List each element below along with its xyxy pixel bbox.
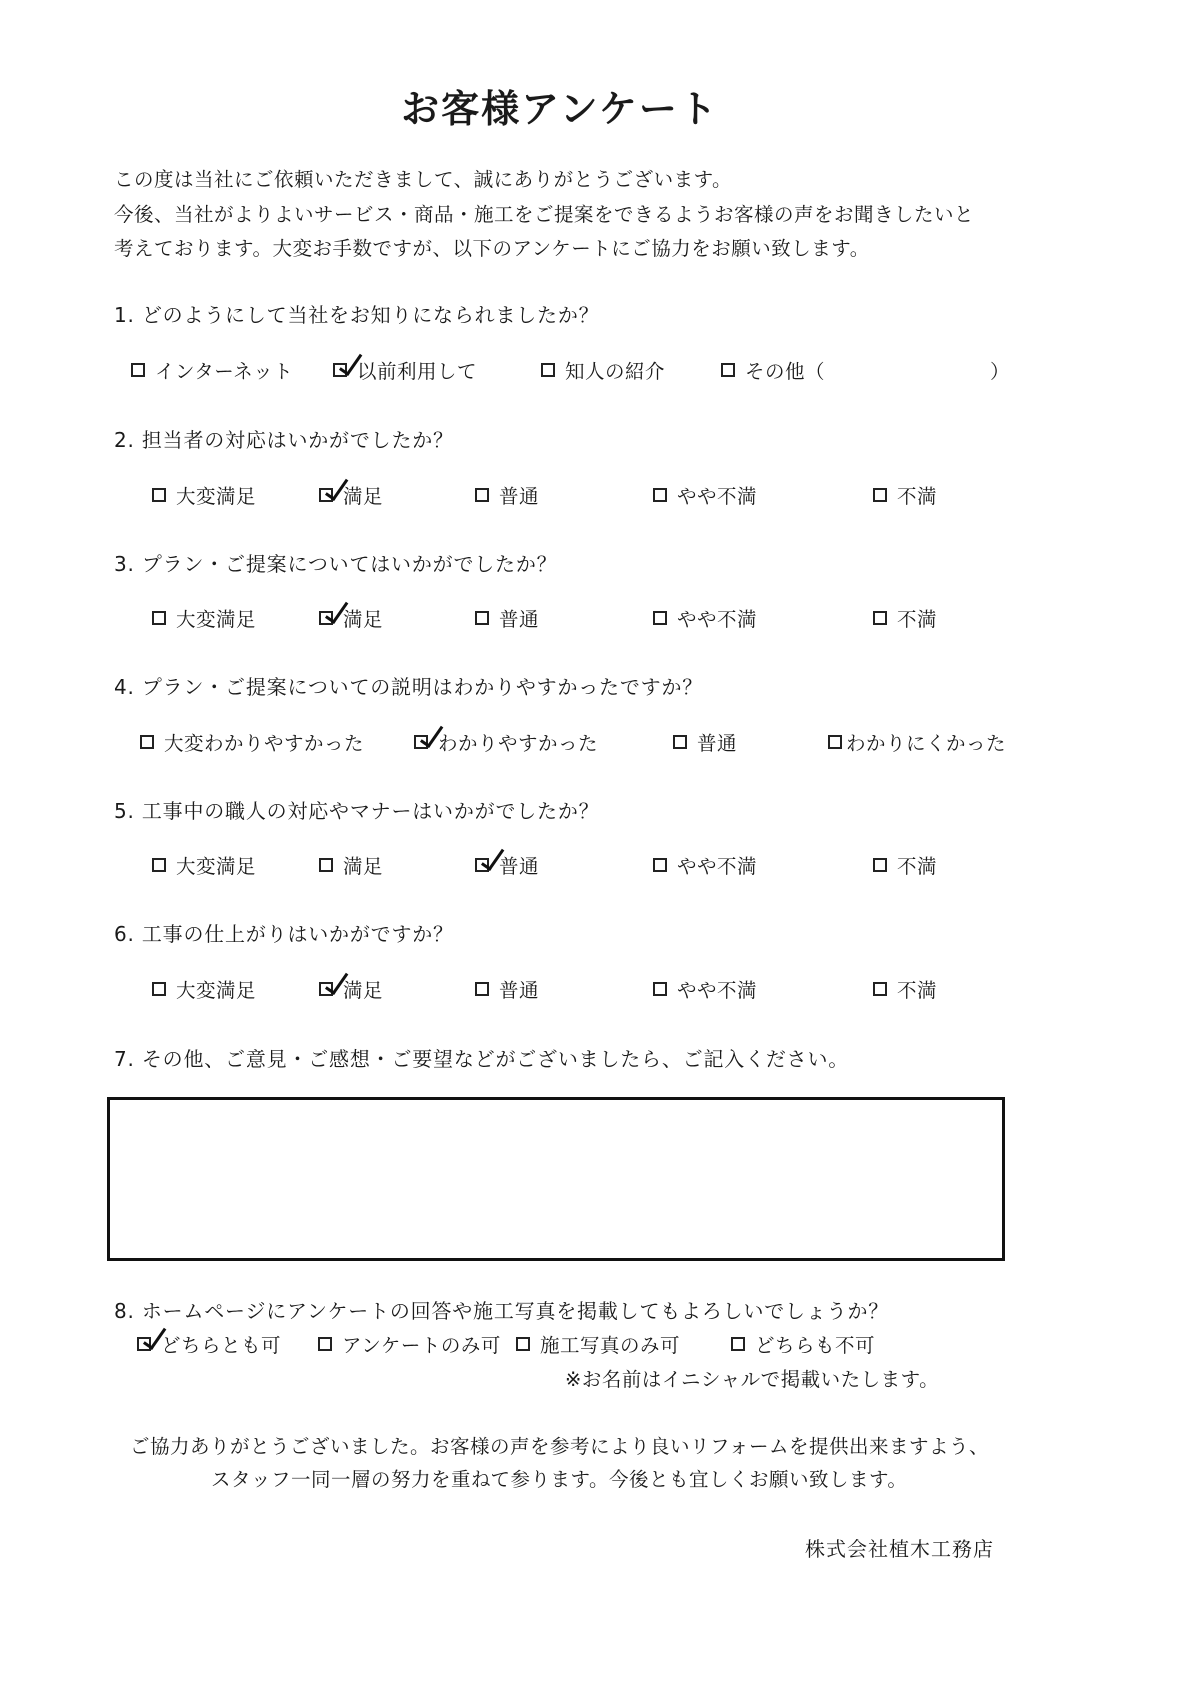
checkbox-icon[interactable] xyxy=(653,858,667,872)
option-label: 満足 xyxy=(343,855,384,878)
option-neutral[interactable] xyxy=(475,851,539,879)
question-8: 8. ホームページにアンケートの回答や施工写真を掲載してもよろしいでしょうか？ xyxy=(114,1299,890,1323)
checkbox-icon[interactable] xyxy=(333,363,347,377)
intro-line: 今後、当社がよりよいサービス・商品・施工をご提案をできるようお客様の声をお聞きしたいと xyxy=(114,203,975,226)
option-neutral[interactable] xyxy=(673,728,737,756)
option-label: その他（ xyxy=(745,360,826,383)
option-unclear[interactable] xyxy=(828,728,1006,756)
option-label: 以前利用して xyxy=(357,360,478,383)
checkbox-icon[interactable] xyxy=(319,982,333,996)
option-label: 普通 xyxy=(499,485,540,508)
option-internet[interactable] xyxy=(131,356,293,384)
checkbox-icon[interactable] xyxy=(873,858,887,872)
option-label: 不満 xyxy=(897,485,938,508)
option-label: 満足 xyxy=(343,979,384,1002)
option-photos-only[interactable] xyxy=(516,1330,680,1358)
company-name: 株式会社植木工務店 xyxy=(805,1537,994,1561)
option-somewhat-dissatisfied[interactable] xyxy=(653,975,757,1003)
checkbox-icon[interactable] xyxy=(653,611,667,625)
option-neutral[interactable] xyxy=(475,604,539,632)
option-dissatisfied[interactable] xyxy=(873,975,937,1003)
question-2: 2. 担当者の対応はいかがでしたか？ xyxy=(114,428,454,452)
option-label: 不満 xyxy=(897,608,938,631)
option-very-satisfied[interactable] xyxy=(152,481,256,509)
option-very-clear[interactable] xyxy=(140,728,364,756)
checkbox-icon[interactable] xyxy=(152,611,166,625)
option-somewhat-dissatisfied[interactable] xyxy=(653,481,757,509)
option-other[interactable] xyxy=(721,356,825,384)
option-satisfied[interactable] xyxy=(319,851,383,879)
option-neutral[interactable] xyxy=(475,975,539,1003)
name-initial-note: ※お名前はイニシャルで掲載いたします。 xyxy=(565,1368,940,1391)
option-label: 大変満足 xyxy=(176,855,257,878)
option-label: アンケートのみ可 xyxy=(342,1334,501,1357)
checkbox-icon[interactable] xyxy=(653,982,667,996)
checkbox-icon[interactable] xyxy=(475,611,489,625)
option-both-ok[interactable] xyxy=(137,1330,281,1358)
checkbox-icon[interactable] xyxy=(721,363,735,377)
question-1: 1. どのようにして当社をお知りになられましたか？ xyxy=(114,303,600,327)
checkbox-icon[interactable] xyxy=(828,735,842,749)
option-label: どちらも不可 xyxy=(755,1334,876,1357)
option-neutral[interactable] xyxy=(475,481,539,509)
intro-line: 考えております。大変お手数ですが、以下のアンケートにご協力をお願い致します。 xyxy=(114,237,870,260)
option-satisfied[interactable] xyxy=(319,604,383,632)
option-dissatisfied[interactable] xyxy=(873,481,937,509)
option-label: やや不満 xyxy=(677,979,758,1002)
question-7: 7. その他、ご意見・ご感想・ご要望などがございましたら、ご記入ください。 xyxy=(114,1047,850,1071)
option-label: 知人の紹介 xyxy=(565,360,666,383)
option-somewhat-dissatisfied[interactable] xyxy=(653,604,757,632)
question-6: 6. 工事の仕上がりはいかがですか？ xyxy=(114,922,454,946)
checkbox-icon[interactable] xyxy=(653,488,667,502)
checkbox-icon[interactable] xyxy=(873,488,887,502)
checkbox-icon[interactable] xyxy=(475,488,489,502)
option-label: やや不満 xyxy=(677,855,758,878)
checkbox-icon[interactable] xyxy=(140,735,154,749)
option-somewhat-dissatisfied[interactable] xyxy=(653,851,757,879)
checkbox-icon[interactable] xyxy=(152,488,166,502)
option-label: 不満 xyxy=(897,855,938,878)
option-previous-use[interactable] xyxy=(333,356,477,384)
option-dissatisfied[interactable] xyxy=(873,604,937,632)
option-label: 大変満足 xyxy=(176,485,257,508)
option-satisfied[interactable] xyxy=(319,975,383,1003)
page-title: お客様アンケート xyxy=(401,87,719,131)
checkbox-icon[interactable] xyxy=(541,363,555,377)
option-label: 普通 xyxy=(499,979,540,1002)
checkbox-icon[interactable] xyxy=(414,735,428,749)
checkbox-icon[interactable] xyxy=(152,982,166,996)
option-label: どちらとも可 xyxy=(161,1334,282,1357)
option-label: インターネット xyxy=(155,360,294,383)
question-3: 3. プラン・ご提案についてはいかがでしたか？ xyxy=(114,552,558,576)
option-label: 不満 xyxy=(897,979,938,1002)
option-very-satisfied[interactable] xyxy=(152,604,256,632)
checkbox-icon[interactable] xyxy=(319,858,333,872)
checkbox-icon[interactable] xyxy=(152,858,166,872)
closing-line: スタッフ一同一層の努力を重ねて参ります。今後とも宜しくお願い致します。 xyxy=(211,1468,908,1491)
option-neither[interactable] xyxy=(731,1330,875,1358)
question-4: 4. プラン・ご提案についての説明はわかりやすかったですか？ xyxy=(114,675,704,699)
question-5: 5. 工事中の職人の対応やマナーはいかがでしたか？ xyxy=(114,799,600,823)
option-label: 満足 xyxy=(343,485,384,508)
checkbox-icon[interactable] xyxy=(319,488,333,502)
checkbox-icon[interactable] xyxy=(873,611,887,625)
option-label: 大変満足 xyxy=(176,979,257,1002)
option-clear[interactable] xyxy=(414,728,598,756)
checkbox-icon[interactable] xyxy=(475,982,489,996)
option-label: 普通 xyxy=(499,855,540,878)
checkbox-icon[interactable] xyxy=(319,611,333,625)
option-referral[interactable] xyxy=(541,356,665,384)
option-label: 大変満足 xyxy=(176,608,257,631)
checkbox-icon[interactable] xyxy=(731,1337,745,1351)
checkbox-icon[interactable] xyxy=(318,1337,332,1351)
option-label: 普通 xyxy=(697,732,738,755)
comment-textarea[interactable] xyxy=(107,1097,1005,1261)
option-label: やや不満 xyxy=(677,608,758,631)
intro-line: この度は当社にご依頼いただきまして、誠にありがとうございます。 xyxy=(114,168,733,191)
option-label: 大変わかりやすかった xyxy=(164,732,365,755)
option-label: 施工写真のみ可 xyxy=(540,1334,681,1357)
checkbox-icon[interactable] xyxy=(873,982,887,996)
checkbox-icon[interactable] xyxy=(673,735,687,749)
option-survey-only[interactable] xyxy=(318,1330,501,1358)
option-label: 普通 xyxy=(499,608,540,631)
option-label: わかりやすかった xyxy=(438,732,599,755)
checkbox-icon[interactable] xyxy=(137,1337,151,1351)
option-label: やや不満 xyxy=(677,485,758,508)
option-very-satisfied[interactable] xyxy=(152,851,256,879)
option-satisfied[interactable] xyxy=(319,481,383,509)
closing-line: ご協力ありがとうございました。お客様の声を参考により良いリフォームを提供出来ますよう、 xyxy=(130,1435,990,1458)
option-label: 満足 xyxy=(343,608,384,631)
option-dissatisfied[interactable] xyxy=(873,851,937,879)
option-label: わかりにくかった xyxy=(846,732,1007,755)
checkbox-icon[interactable] xyxy=(131,363,145,377)
checkbox-icon[interactable] xyxy=(516,1337,530,1351)
checkbox-icon[interactable] xyxy=(475,858,489,872)
option-very-satisfied[interactable] xyxy=(152,975,256,1003)
other-close-paren: ） xyxy=(990,360,1011,383)
